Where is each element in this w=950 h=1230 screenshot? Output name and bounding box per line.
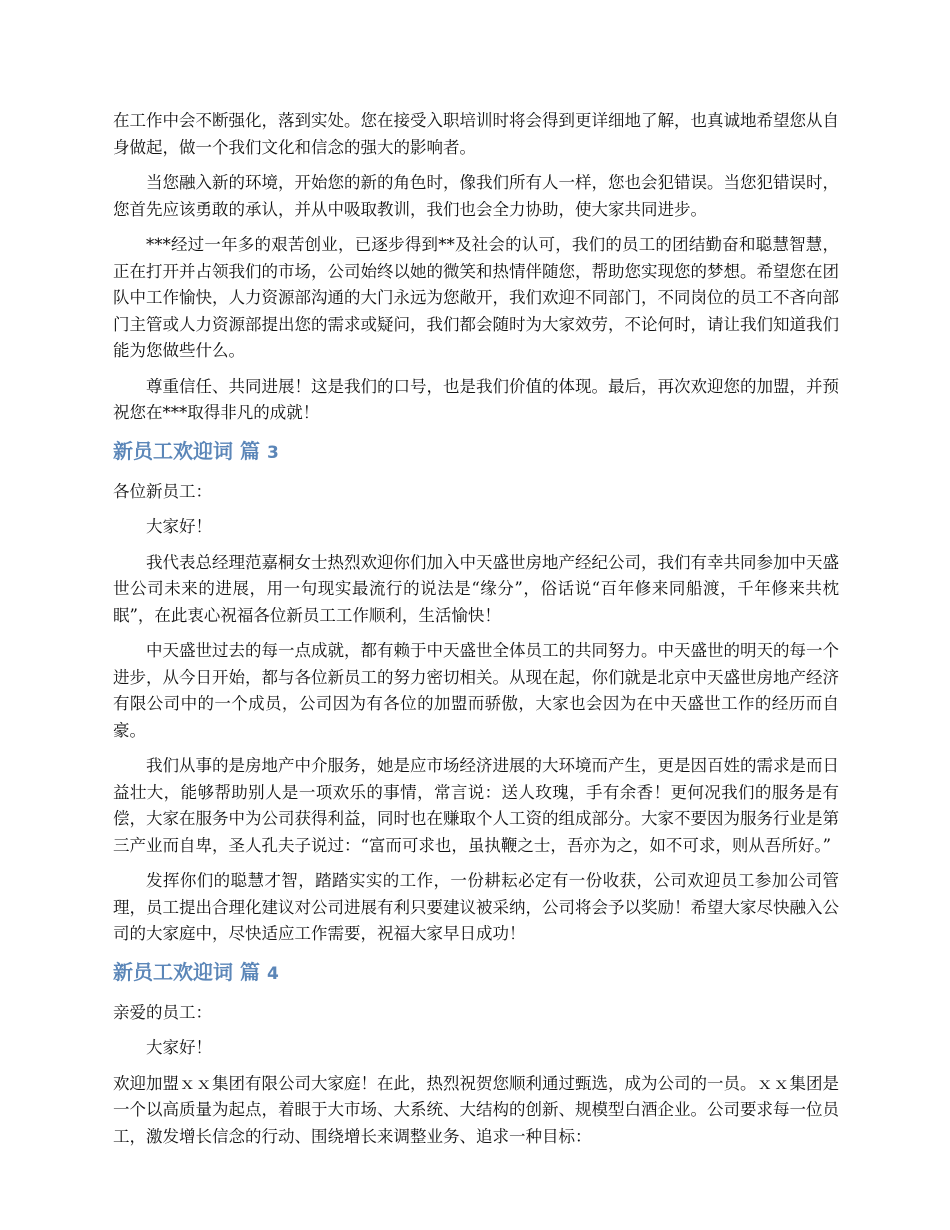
section-3-heading [113,436,839,468]
intro-paragraph-3: ***经过一年多的艰苦创业，已逐步得到**及社会的认可，我们的员工的团结勤奋和聪慧智慧，正在打开并占领我们的市场，公司始终以她的微笑和热情伴随您，帮助您实现您的梦想。希望您在团队中工作愉快，人力资源部沟通的大门永远为您敞开，我们欢迎不同部门，不同岗位的员工不吝向部门主管或人力资源部提出您的需求或疑问，我们都会随时为大家效劳，不论何时，请让我们知道我们能为您做些什么。 [113,235,839,360]
section-3-salutation: 各位新员工： [113,481,212,501]
section-3-paragraph-1: 我代表总经理范嘉桐女士热烈欢迎你们加入中天盛世房地产经纪公司，我们有幸共同参加中天盛世公司未来的进展，用一句现实最流行的说法是“缘分”，俗话说“百年修来同船渡，千年修来共枕眠”，在此衷心祝福各位新员工工作顺利，生活愉快！ [113,552,839,625]
section-3-paragraph-3: 我们从事的是房地产中介服务，她是应市场经济进展的大环境而产生，更是因百姓的需求是而日益壮大，能够帮助别人是一项欢乐的事情，常言说：送人玫瑰，手有余香！更何况我们的服务是有偿，大家在服务中为公司获得利益，同时也在赚取个人工资的组成部分。大家不要因为服务行业是第三产业而自卑，圣人孔夫子说过：“富而可求也，虽执鞭之士，吾亦为之，如不可求，则从吾所好。” [113,756,839,855]
section-4-greeting: 大家好！ [146,1038,212,1057]
section-3-paragraph-4: 发挥你们的聪慧才智，踏踏实实的工作，一份耕耘必定有一份收获，公司欢迎员工参加公司管理，员工提出合理化建议对公司进展有利只要建议被采纳，公司将会予以奖励！希望大家尽快融入公司的大家庭中，尽快适应工作需要，祝福大家早日成功！ [113,871,839,943]
section-4-paragraph-1: 欢迎加盟ｘｘ集团有限公司大家庭！在此，热烈祝贺您顺利通过甄选，成为公司的一员。ｘｘ集团是一个以高质量为起点，着眼于大市场、大系统、大结构的创新、规模型白酒企业。公司要求每一位员工，激发增长信念的行动、围绕增长来调整业务、追求一种目标： [113,1073,839,1146]
section-3-paragraph-2: 中天盛世过去的每一点成就，都有赖于中天盛世全体员工的共同努力。中天盛世的明天的每一个进步，从今日开始，都与各位新员工的努力密切相关。从现在起，你们就是北京中天盛世房地产经济有限公司中的一个成员，公司因为有各位的加盟而骄傲，大家也会因为在中天盛世工作的经历而自豪。 [113,641,839,740]
section-4-salutation: 亲爱的员工： [113,1002,212,1022]
document-page [113,108,839,1159]
section-4-heading-number: 4 [266,963,279,984]
section-3-heading-number: 3 [266,442,279,463]
section-3-greeting: 大家好！ [146,517,212,536]
section-4-heading [113,957,839,989]
intro-paragraph-1: 在工作中会不断强化，落到实处。您在接受入职培训时将会得到更详细地了解，也真诚地希望您从自身做起，做一个我们文化和信念的强大的影响者。 [113,111,839,157]
section-4-heading-text: 新员工欢迎词 篇 [113,959,260,984]
intro-paragraph-2: 当您融入新的环境，开始您的新的角色时，像我们所有人一样，您也会犯错误。当您犯错误时，您首先应该勇敢的承认，并从中吸取教训，我们也会全力协助，使大家共同进步。 [113,173,839,219]
section-3-heading-text: 新员工欢迎词 篇 [113,438,260,463]
intro-paragraph-4: 尊重信任、共同进展！这是我们的口号，也是我们价值的体现。最后，再次欢迎您的加盟，并预祝您在***取得非凡的成就！ [113,376,839,422]
